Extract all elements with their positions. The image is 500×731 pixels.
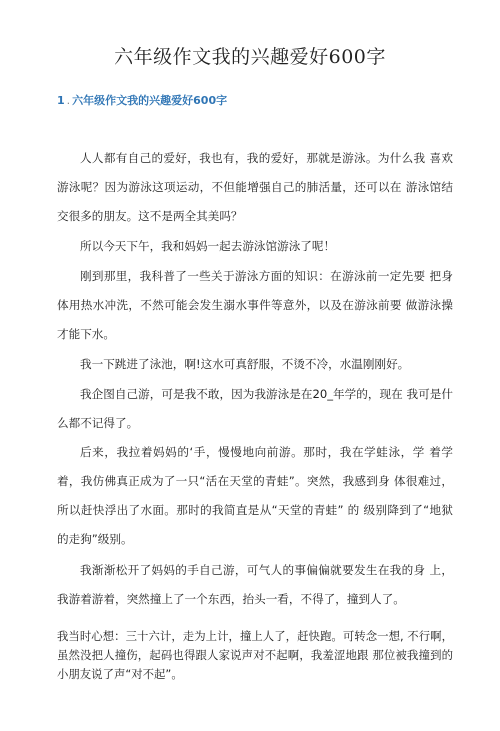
section-separator: . [66,94,71,107]
paragraph-7: 我渐渐松开了妈妈的手自己游，可气人的事偏偏就要发生在我的身 上，我游着游着，突然撞上了一个东西，抬头一看，不得了，撞到人了。 [57,563,453,606]
document-title: 六年级作文我的兴趣爱好600字 [114,46,386,68]
section-heading-text: 六年级作文我的兴趣爱好600字 [72,94,228,107]
paragraph-3: 刚到那里，我科普了一些关于游泳方面的知识：在游泳前一定先要 把身体用热水冲洗，不然可能会发生溺水事件等意外，以及在游泳前要 做游泳操才能下水。 [57,269,453,341]
paragraph-1: 人人都有自己的爱好，我也有，我的爱好，那就是游泳。为什么我 喜欢游泳呢？因为游泳这项运动，不但能增强自己的肺活量，还可以在 游泳馆结交很多的朋友。这不是两全其美吗？ [57,151,453,223]
paragraph-2: 所以今天下午，我和妈妈一起去游泳馆游泳了呢！ [80,239,336,253]
section-number: 1 [57,94,65,107]
section-heading [57,92,227,108]
paragraph-5: 我企图自己游，可是我不敢，因为我游泳是在20_年学的，现在 我可是什么都不记得了。 [57,387,453,430]
paragraph-6: 后来，我拉着妈妈的‘手，慢慢地向前游。那时，我在学蛙泳，学 着学着，我仿佛真正成为了一只“活在天堂的青蛙”。突然，我感到身 体很难过，所以赶快浮出了水面。那时的我简直是从“天堂的青蛙” 的 级别降到了“地狱的走狗”级别。 [57,445,453,546]
paragraph-8: 我当时心想：三十六计，走为上计，撞上人了，赶快跑。可转念一想, 不行啊，虽然没把人撞伤，起码也得跟人家说声对不起啊，我羞涩地跟 那位被我撞到的小朋友说了声“对不起”。 [57,629,453,681]
paragraph-4: 我一下跳进了泳池，啊!这水可真舒服，不烫不冷，水温刚刚好。 [80,357,410,371]
